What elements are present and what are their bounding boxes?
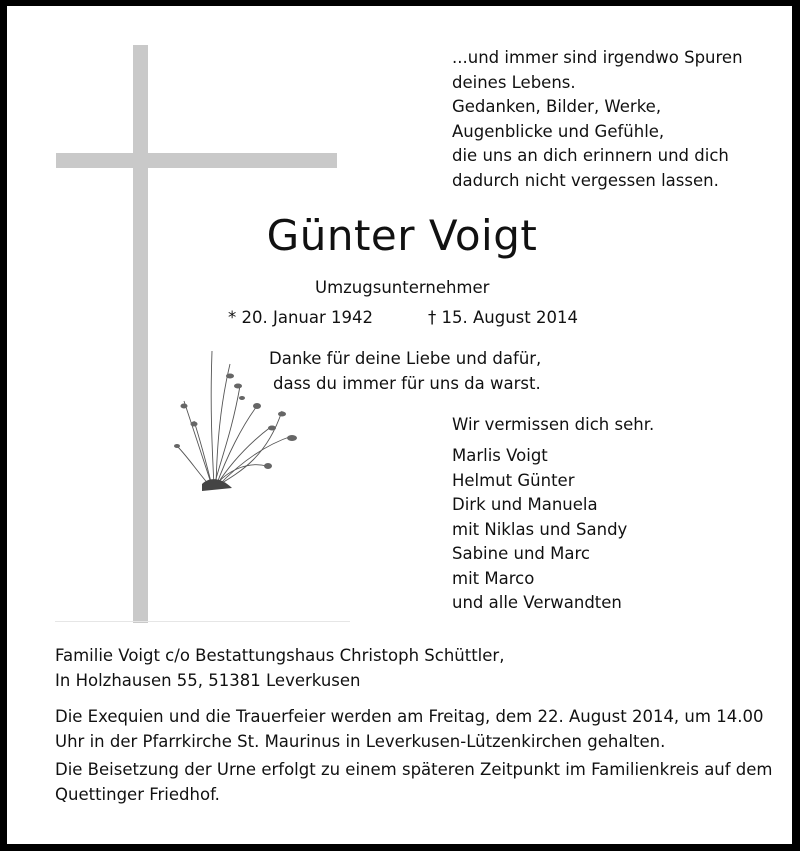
ceremony-line: Uhr in der Pfarrkirche St. Maurinus in Leverkusen-Lützenkirchen gehalten. (55, 731, 666, 751)
deceased-name: Günter Voigt (266, 211, 538, 260)
quote-line: Augenblicke und Gefühle, (452, 121, 665, 141)
contact-address (55, 644, 504, 693)
mourner-name: Dirk und Manuela (452, 495, 598, 514)
mourner-name: mit Marco (452, 568, 535, 588)
obituary-card (7, 6, 792, 844)
contact-line: Familie Voigt c/o Bestattungshaus Christoph Schüttler, (55, 646, 505, 665)
quote-line: die uns an dich erinnern und dich (452, 146, 729, 165)
plant-illustration (172, 346, 307, 496)
ceremony-line: Die Exequien und die Trauerfeier werden am Freitag, dem 22. August 2014, um 14.00 (55, 707, 764, 726)
cross-horizontal-beam-right (148, 153, 337, 168)
cross-horizontal-beam-left (56, 153, 133, 168)
cross-base-line (55, 621, 350, 622)
burial-line: Die Beisetzung der Urne erfolgt zu einem späteren Zeitpunkt im Familienkreis auf dem (55, 760, 773, 779)
mourners-intro: Wir vermissen dich sehr. (452, 415, 655, 434)
ceremony-notice (55, 705, 763, 754)
mourner-name: und alle Verwandten (452, 593, 622, 612)
thanks-message (269, 347, 541, 396)
burial-line: Quettinger Friedhof. (55, 784, 220, 804)
burial-notice (55, 758, 773, 807)
contact-line: In Holzhausen 55, 51381 Leverkusen (55, 670, 361, 690)
memorial-quote (452, 46, 743, 193)
mourner-name: Marlis Voigt (452, 446, 548, 465)
cross-vertical-beam (133, 45, 148, 623)
quote-line: ...und immer sind irgendwo Spuren (452, 48, 743, 67)
quote-line: Gedanken, Bilder, Werke, (452, 97, 662, 116)
mourner-name: Sabine und Marc (452, 544, 590, 563)
mourner-name: Helmut Günter (452, 470, 575, 490)
mourner-name: mit Niklas und Sandy (452, 519, 628, 539)
mourners-list (452, 444, 627, 616)
thanks-line: Danke für deine Liebe und dafür, (269, 349, 542, 368)
deceased-occupation: Umzugsunternehmer (315, 278, 490, 297)
quote-line: dadurch nicht vergessen lassen. (452, 170, 719, 190)
death-date: † 15. August 2014 (428, 308, 578, 327)
quote-line: deines Lebens. (452, 72, 576, 92)
thanks-line: dass du immer für uns da warst. (273, 373, 541, 393)
birth-date: * 20. Januar 1942 (228, 308, 374, 327)
